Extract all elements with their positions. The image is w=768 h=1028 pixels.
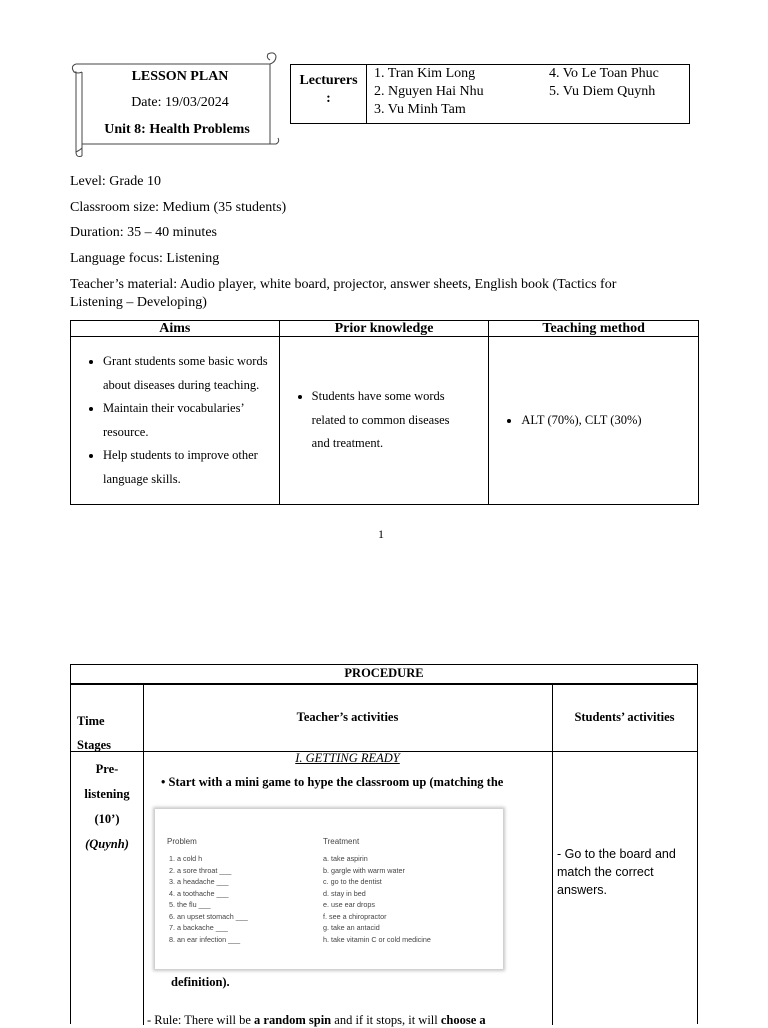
page-number: 1 xyxy=(378,527,384,541)
problem-list xyxy=(169,853,248,945)
lecturers-table xyxy=(290,64,690,124)
unit-title: Unit 8: Health Problems xyxy=(104,122,250,137)
rule-prefix: - Rule: There will be xyxy=(147,1013,255,1027)
stage-line: (10’) xyxy=(94,812,120,826)
section-heading: I. GETTING READY xyxy=(295,751,400,765)
duration-info: Duration: 35 – 40 minutes xyxy=(70,225,217,240)
lecturers-label-colon: : xyxy=(326,91,331,106)
students-activities-header: Students’ activities xyxy=(574,710,675,724)
prior-knowledge-cell xyxy=(279,337,489,505)
aims-header: Aims xyxy=(71,321,280,337)
teaching-method-cell xyxy=(489,337,699,505)
problem-item: 5. the flu ___ xyxy=(169,900,211,909)
problem-item: 7. a backache ___ xyxy=(169,923,228,932)
teacher-activities-header: Teacher’s activities xyxy=(296,710,399,724)
lecturers-label xyxy=(291,65,367,123)
treatment-column-header: Treatment xyxy=(323,837,360,846)
students-activity-text: - Go to the board and match the correct answers. xyxy=(557,847,676,897)
lecturer-name: 4. Vo Le Toan Phuc xyxy=(549,66,659,81)
page-title: LESSON PLAN xyxy=(131,69,229,84)
rule-choose: choose a xyxy=(440,1013,486,1027)
rule-random-spin: a random spin xyxy=(254,1013,332,1027)
problem-item: 1. a cold h xyxy=(169,854,203,863)
teaching-method-header: Teaching method xyxy=(489,321,699,337)
treatment-item: a. take aspirin xyxy=(323,854,368,863)
stage-line: (Quynh) xyxy=(85,837,129,851)
prior-knowledge-header: Prior knowledge xyxy=(279,321,489,337)
focus-info: Language focus: Listening xyxy=(70,251,220,266)
rule-mid: and if it stops, it will xyxy=(331,1013,441,1027)
lesson-plan-scroll xyxy=(70,52,282,160)
aim-item: • Help students to improve other language skills. xyxy=(103,444,279,491)
aim-item: • Grant students some basic words about diseases during teaching. xyxy=(103,350,279,397)
rule-text xyxy=(147,1013,486,1028)
treatment-item: c. go to the dentist xyxy=(323,877,382,886)
stages-header-text: Stages xyxy=(77,738,112,752)
classroom-info: Classroom size: Medium (35 students) xyxy=(70,200,287,215)
treatment-item: e. use ear drops xyxy=(323,900,375,909)
activity-bullet-cont: definition). xyxy=(171,975,230,989)
treatment-list xyxy=(323,853,431,945)
stage-line: Pre- xyxy=(95,762,119,776)
material-info: Teacher’s material: Audio player, white board, projector, answer sheets, English book (Tactics for xyxy=(70,277,617,292)
aim-item: • Maintain their vocabularies’ resource. xyxy=(103,397,279,444)
problem-item: 3. a headache ___ xyxy=(169,877,229,886)
problem-item: 8. an ear infection ___ xyxy=(169,934,241,944)
problem-item: 6. an upset stomach ___ xyxy=(169,911,248,921)
time-stages-header xyxy=(77,709,111,757)
treatment-item: d. stay in bed xyxy=(323,888,366,898)
treatment-item: g. take an antacid xyxy=(323,923,380,932)
treatment-item: h. take vitamin C or cold medicine xyxy=(323,934,431,944)
problem-item: 2. a sore throat ___ xyxy=(169,865,232,875)
lecturer-name: 5. Vu Diem Quynh xyxy=(549,84,656,99)
material-info-cont: Listening – Developing) xyxy=(70,295,207,310)
treatment-item: b. gargle with warm water xyxy=(323,865,405,875)
lecturer-name: 2. Nguyen Hai Nhu xyxy=(374,84,484,99)
time-header-text: Time xyxy=(77,714,105,728)
stage-cell xyxy=(71,757,143,857)
matching-exercise-image xyxy=(155,809,503,969)
stage-line: listening xyxy=(84,787,130,801)
level-info: Level: Grade 10 xyxy=(70,174,161,189)
activity-bullet-text: Start with a mini game to hype the classroom up (matching the xyxy=(168,775,504,789)
lesson-date: Date: 19/03/2024 xyxy=(131,95,229,110)
treatment-item: f. see a chiropractor xyxy=(323,911,387,921)
aims-table xyxy=(70,320,699,505)
lecturer-name: 3. Vu Minh Tam xyxy=(374,102,466,117)
prior-item: • Students have some words related to common diseases and treatment. xyxy=(312,385,459,456)
procedure-title: PROCEDURE xyxy=(71,665,697,685)
method-item: • ALT (70%), CLT (30%) xyxy=(521,409,698,433)
lecturers-label-text: Lecturers xyxy=(299,73,358,88)
activity-bullet: • Start with a mini game to hype the classroom up (matching the xyxy=(161,775,504,789)
problem-item: 4. a toothache ___ xyxy=(169,888,229,898)
problem-column-header: Problem xyxy=(167,837,197,846)
lecturer-name: 1. Tran Kim Long xyxy=(374,66,476,81)
aims-cell xyxy=(71,337,280,505)
procedure-table xyxy=(70,664,698,1027)
